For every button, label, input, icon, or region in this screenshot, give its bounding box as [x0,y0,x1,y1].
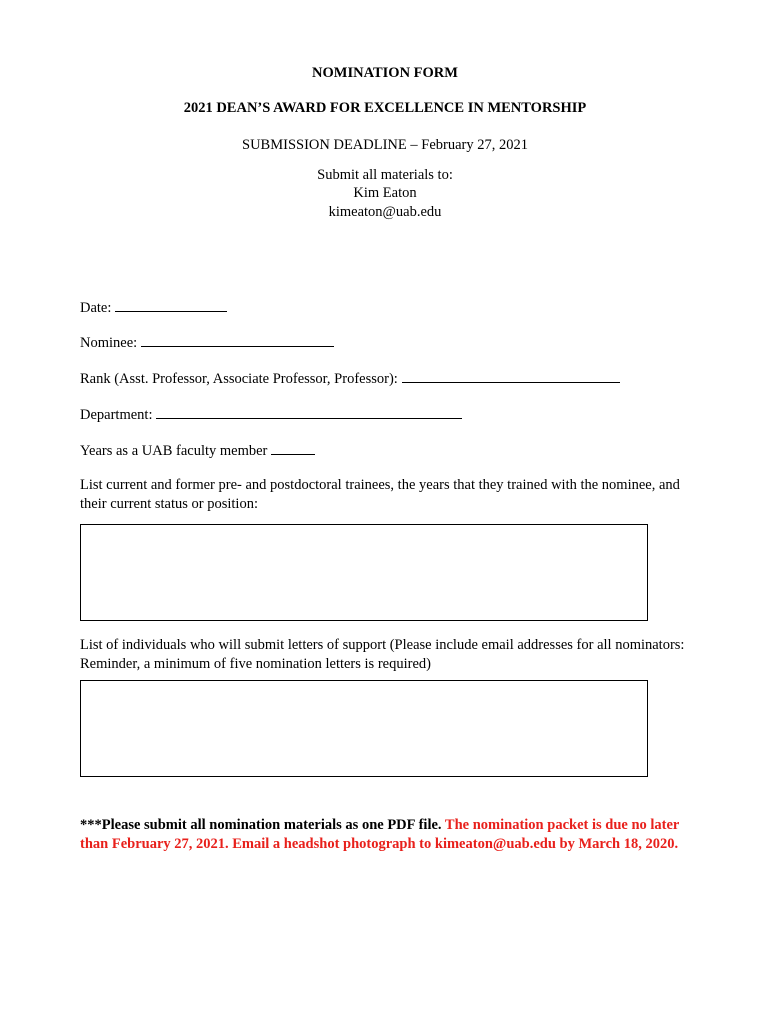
date-field-row [80,297,227,318]
nominee-blank-line[interactable] [141,332,334,347]
years-label: Years as a UAB faculty member [80,443,268,459]
submit-to-label: Submit all materials to: [317,167,453,183]
form-title: NOMINATION FORM [312,65,458,81]
trainees-prompt: List current and former pre- and postdoctoral trainees, the years that they trained with the nominee, and their current status or position: [80,477,680,512]
department-blank-line[interactable] [156,404,462,419]
submission-deadline: SUBMISSION DEADLINE – February 27, 2021 [242,137,528,153]
award-title: 2021 DEAN’S AWARD FOR EXCELLENCE IN MENTORSHIP [183,100,587,116]
date-label: Date: [80,300,112,316]
date-blank-line[interactable] [115,297,227,312]
department-label: Department: [80,407,153,423]
support-letters-prompt: List of individuals who will submit letters of support (Please include email addresses for all nominators: Reminder, a minimum of five nomination letters is required) [80,637,685,672]
notice-black-text: ***Please submit all nomination materials as one PDF file. [80,817,442,833]
years-blank-line[interactable] [271,440,315,455]
nominee-field-row [80,332,334,353]
trainees-text-box[interactable] [80,524,648,621]
submission-notice [80,816,695,854]
years-field-row [80,440,315,461]
rank-blank-line[interactable] [402,368,620,383]
nominee-label: Nominee: [80,335,138,351]
rank-label: Rank (Asst. Professor, Associate Professor, Professor): [80,371,398,387]
contact-email: kimeaton@uab.edu [328,204,442,220]
rank-field-row [80,368,620,389]
support-letters-text-box[interactable] [80,680,648,777]
department-field-row [80,404,462,425]
notice-red-text: The nomination packet is due no later than February 27, 2021. Email a headshot photograph to kimeaton@uab.edu by March 18, 2020. [80,817,680,852]
contact-name: Kim Eaton [353,185,417,201]
